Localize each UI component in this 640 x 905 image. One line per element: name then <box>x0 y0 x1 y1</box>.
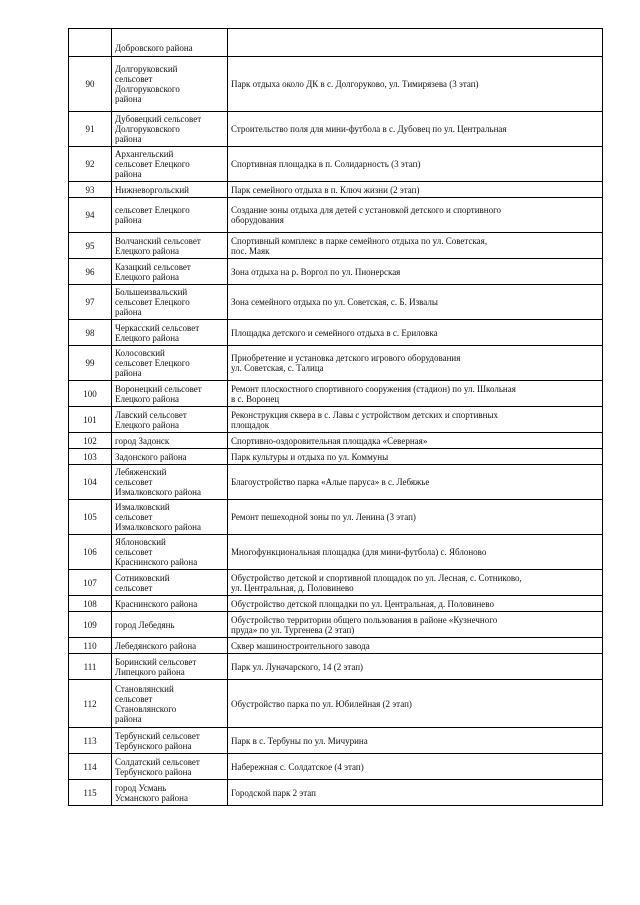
table-row <box>69 638 603 654</box>
table-row <box>69 29 603 57</box>
table-row <box>69 346 603 381</box>
table-row <box>69 259 603 285</box>
table-row <box>69 407 603 433</box>
project-cell: Парк культуры и отдыха по ул. Коммуны <box>228 449 603 465</box>
table-row <box>69 112 603 147</box>
project-cell: Парк ул. Луначарского, 14 (2 этап) <box>228 654 603 680</box>
municipality-cell: Лебедянского района <box>112 638 228 654</box>
table-row <box>69 570 603 596</box>
row-number: 109 <box>69 612 112 638</box>
municipality-cell: Долгоруковский сельсовет Долгоруковского района <box>112 57 228 112</box>
project-cell: Сквер машиностроительного завода <box>228 638 603 654</box>
municipality-cell: сельсовет Елецкого района <box>112 198 228 233</box>
project-cell: Обустройство детской площадки по ул. Центральная, д. Половинево <box>228 596 603 612</box>
row-number: 100 <box>69 381 112 407</box>
municipality-cell: Становлянский сельсовет Становлянского района <box>112 680 228 728</box>
table-row <box>69 433 603 449</box>
table-row <box>69 500 603 535</box>
project-cell: Ремонт плоскостного спортивного сооружения (стадион) по ул. Школьная в с. Воронец <box>228 381 603 407</box>
municipality-cell: Колосовский сельсовет Елецкого района <box>112 346 228 381</box>
row-number: 110 <box>69 638 112 654</box>
municipality-cell: Дубовецкий сельсовет Долгоруковского района <box>112 112 228 147</box>
municipality-cell: город Задонск <box>112 433 228 449</box>
row-number: 115 <box>69 780 112 806</box>
municipality-cell: Тербунский сельсовет Тербунского района <box>112 728 228 754</box>
table-row <box>69 449 603 465</box>
project-cell: Благоустройство парка «Алые паруса» в с. Лебяжье <box>228 465 603 500</box>
table-row <box>69 780 603 806</box>
municipality-cell: Черкасский сельсовет Елецкого района <box>112 320 228 346</box>
municipality-cell: Большеизвальский сельсовет Елецкого района <box>112 285 228 320</box>
row-number: 97 <box>69 285 112 320</box>
municipality-cell: Нижневоргольский <box>112 182 228 198</box>
row-number: 101 <box>69 407 112 433</box>
table-row <box>69 654 603 680</box>
project-cell: Обустройство парка по ул. Юбилейная (2 этап) <box>228 680 603 728</box>
table-row <box>69 233 603 259</box>
municipality-cell: Задонского района <box>112 449 228 465</box>
municipality-cell: Измалковский сельсовет Измалковского района <box>112 500 228 535</box>
municipality-cell: Лебяженский сельсовет Измалковского района <box>112 465 228 500</box>
table-row <box>69 198 603 233</box>
row-number: 90 <box>69 57 112 112</box>
project-cell: Парк в с. Тербуны по ул. Мичурина <box>228 728 603 754</box>
project-cell: Спортивный комплекс в парке семейного отдыха по ул. Советская, пос. Маяк <box>228 233 603 259</box>
municipality-cell: город Усмань Усманского района <box>112 780 228 806</box>
project-cell: Обустройство территории общего пользования в районе «Кузнечного пруда» по ул. Тургенева (2 этап) <box>228 612 603 638</box>
municipality-cell: Яблоновский сельсовет Краснинского района <box>112 535 228 570</box>
municipality-cell: Лавский сельсовет Елецкого района <box>112 407 228 433</box>
row-number: 102 <box>69 433 112 449</box>
table-row <box>69 381 603 407</box>
row-number: 95 <box>69 233 112 259</box>
row-number: 103 <box>69 449 112 465</box>
row-number: 108 <box>69 596 112 612</box>
municipality-cell: Краснинского района <box>112 596 228 612</box>
table-row <box>69 596 603 612</box>
row-number: 99 <box>69 346 112 381</box>
row-number: 92 <box>69 147 112 182</box>
table-row <box>69 147 603 182</box>
municipality-cell: Воронецкий сельсовет Елецкого района <box>112 381 228 407</box>
row-number: 98 <box>69 320 112 346</box>
row-number: 104 <box>69 465 112 500</box>
table-row <box>69 285 603 320</box>
row-number: 107 <box>69 570 112 596</box>
row-number: 112 <box>69 680 112 728</box>
project-cell: Спортивная площадка в п. Солидарность (3 этап) <box>228 147 603 182</box>
table-row <box>69 680 603 728</box>
municipality-cell: город Лебедянь <box>112 612 228 638</box>
municipality-cell: Добровского района <box>112 29 228 57</box>
project-cell: Реконструкция сквера в с. Лавы с устройством детских и спортивных площадок <box>228 407 603 433</box>
table-row <box>69 612 603 638</box>
row-number: 113 <box>69 728 112 754</box>
project-cell: Зона семейного отдыха по ул. Советская, с. Б. Извалы <box>228 285 603 320</box>
row-number: 96 <box>69 259 112 285</box>
row-number: 93 <box>69 182 112 198</box>
projects-table <box>68 28 603 806</box>
row-number: 106 <box>69 535 112 570</box>
projects-table-body <box>69 29 603 806</box>
project-cell: Обустройство детской и спортивной площадок по ул. Лесная, с. Сотниково, ул. Центральная, д. Половинево <box>228 570 603 596</box>
project-cell: Городской парк 2 этап <box>228 780 603 806</box>
table-row <box>69 182 603 198</box>
municipality-cell: Архангельский сельсовет Елецкого района <box>112 147 228 182</box>
project-cell: Спортивно-оздоровительная площадка «Северная» <box>228 433 603 449</box>
table-row <box>69 320 603 346</box>
project-cell: Приобретение и установка детского игрового оборудования ул. Советская, с. Талица <box>228 346 603 381</box>
municipality-cell: Солдатский сельсовет Тербунского района <box>112 754 228 780</box>
row-number: 111 <box>69 654 112 680</box>
project-cell: Строительство поля для мини-футбола в с. Дубовец по ул. Центральная <box>228 112 603 147</box>
municipality-cell: Волчанский сельсовет Елецкого района <box>112 233 228 259</box>
table-row <box>69 728 603 754</box>
project-cell: Многофункциональная площадка (для мини-футбола) с. Яблоново <box>228 535 603 570</box>
municipality-cell: Боринский сельсовет Липецкого района <box>112 654 228 680</box>
municipality-cell: Казацкий сельсовет Елецкого района <box>112 259 228 285</box>
table-row <box>69 535 603 570</box>
table-row <box>69 754 603 780</box>
row-number: 105 <box>69 500 112 535</box>
municipality-cell: Сотниковский сельсовет <box>112 570 228 596</box>
project-cell: Площадка детского и семейного отдыха в с. Ериловка <box>228 320 603 346</box>
project-cell: Зона отдыха на р. Воргол по ул. Пионерская <box>228 259 603 285</box>
row-number <box>69 29 112 57</box>
row-number: 94 <box>69 198 112 233</box>
project-cell: Набережная с. Солдатское (4 этап) <box>228 754 603 780</box>
table-row <box>69 57 603 112</box>
row-number: 91 <box>69 112 112 147</box>
project-cell <box>228 29 603 57</box>
project-cell: Парк семейного отдыха в п. Ключ жизни (2 этап) <box>228 182 603 198</box>
project-cell: Ремонт пешеходной зоны по ул. Ленина (3 этап) <box>228 500 603 535</box>
project-cell: Парк отдыха около ДК в с. Долгоруково, ул. Тимирязева (3 этап) <box>228 57 603 112</box>
table-row <box>69 465 603 500</box>
project-cell: Создание зоны отдыха для детей с установкой детского и спортивного оборудования <box>228 198 603 233</box>
row-number: 114 <box>69 754 112 780</box>
